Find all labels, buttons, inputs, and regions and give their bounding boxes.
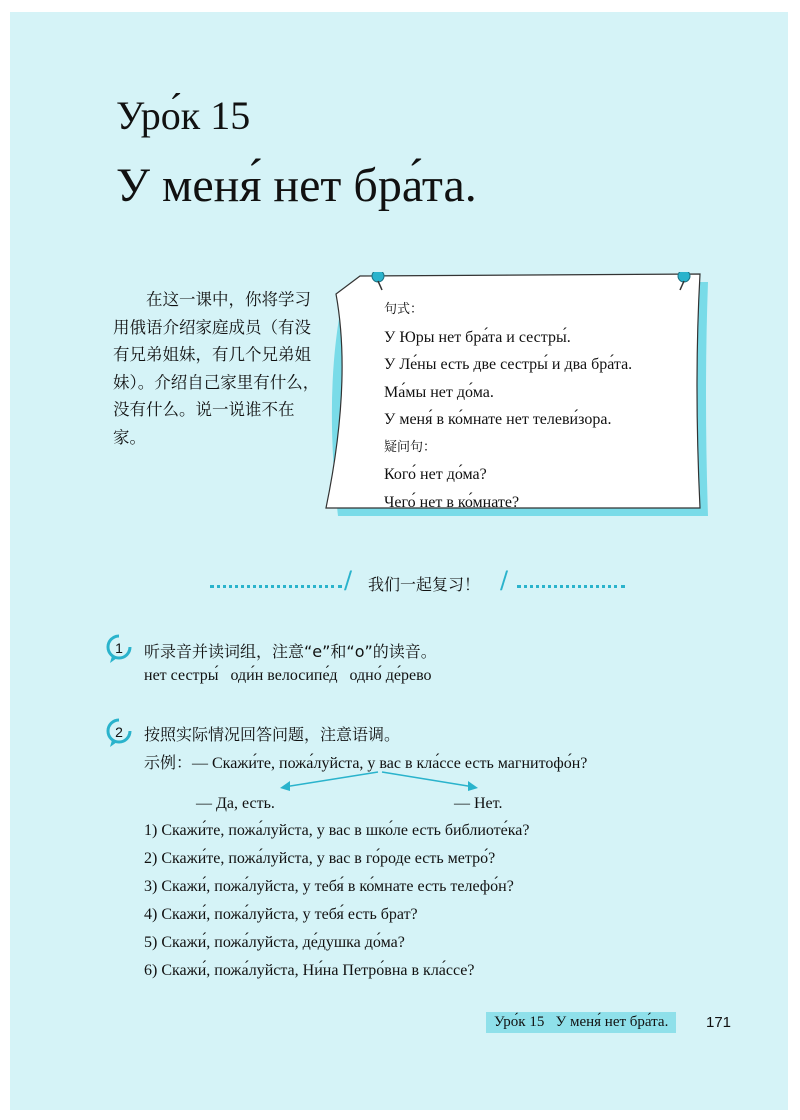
question-line: Кого́ нет до́ма? [384, 466, 487, 483]
lesson-number: Уро́к 15 [116, 93, 251, 138]
note-content [384, 296, 704, 516]
example-question: 示例：— Скажи́те, пожа́луйста, у вас в кла́ссе есть магнитофо́н? [144, 755, 588, 772]
exercise-number: 1 [115, 640, 123, 656]
review-title: 我们一起复习！ [368, 575, 481, 594]
exercise-badge [104, 632, 134, 664]
pattern-line: У Ле́ны есть две сестры́ и два бра́та. [384, 356, 633, 373]
pattern-line: Ма́мы нет до́ма. [384, 383, 494, 401]
running-footer: Уро́к 15 У меня́ нет бра́та. [486, 1012, 676, 1033]
exercise-instruction: 听录音并读词组，注意“е”和“о”的读音。 [144, 642, 437, 661]
question-item: 2) Скажи́те, пожа́луйста, у вас в го́роде есть метро́? [144, 850, 496, 867]
dotted-divider [210, 585, 342, 588]
question-item: 1) Скажи́те, пожа́луйста, у вас в шко́ле есть библиоте́ка? [144, 822, 530, 839]
questions-label: 疑问句： [384, 439, 437, 455]
exercise-instruction: 按照实际情况回答问题，注意语调。 [144, 725, 401, 744]
question-item: 6) Скажи́, пожа́луйста, Ни́на Петро́вна в кла́ссе? [144, 962, 475, 979]
question-line: Чего́ нет в ко́мнате? [384, 493, 520, 511]
page-number: 171 [706, 1014, 732, 1031]
pattern-line: У Юры нет бра́та и сестры́. [384, 328, 571, 346]
example-answer-no: — Нет. [454, 795, 503, 812]
question-item: 3) Скажи́, пожа́луйста, у тебя́ в ко́мнате есть телефо́н? [144, 878, 514, 895]
pattern-line: У меня́ в ко́мнате нет телеви́зора. [384, 411, 612, 428]
question-item: 4) Скажи́, пожа́луйста, у тебя́ есть брат? [144, 906, 418, 923]
dotted-divider [517, 585, 625, 588]
patterns-label: 句式： [384, 302, 424, 317]
slash-decoration: / [500, 566, 509, 594]
slash-decoration: / [344, 566, 353, 594]
exercise-phrases: нет сестры́ оди́н велосипе́д одно́ де́рево [144, 667, 432, 684]
example-answer-yes: — Да, есть. [196, 795, 275, 812]
question-item: 5) Скажи́, пожа́луйста, де́душка до́ма? [144, 934, 405, 951]
exercise-badge [104, 716, 134, 748]
exercise-number: 2 [115, 724, 123, 740]
lesson-title: У меня́ нет бра́та. [116, 159, 477, 212]
answer-arrows [260, 770, 500, 798]
intro-text: 在这一课中，你将学习用俄语介绍家庭成员（有没有兄弟姐妹，有几个兄弟姐妹）。介绍自己家里有什么，没有什么。说一说谁不在家。 [113, 290, 320, 447]
